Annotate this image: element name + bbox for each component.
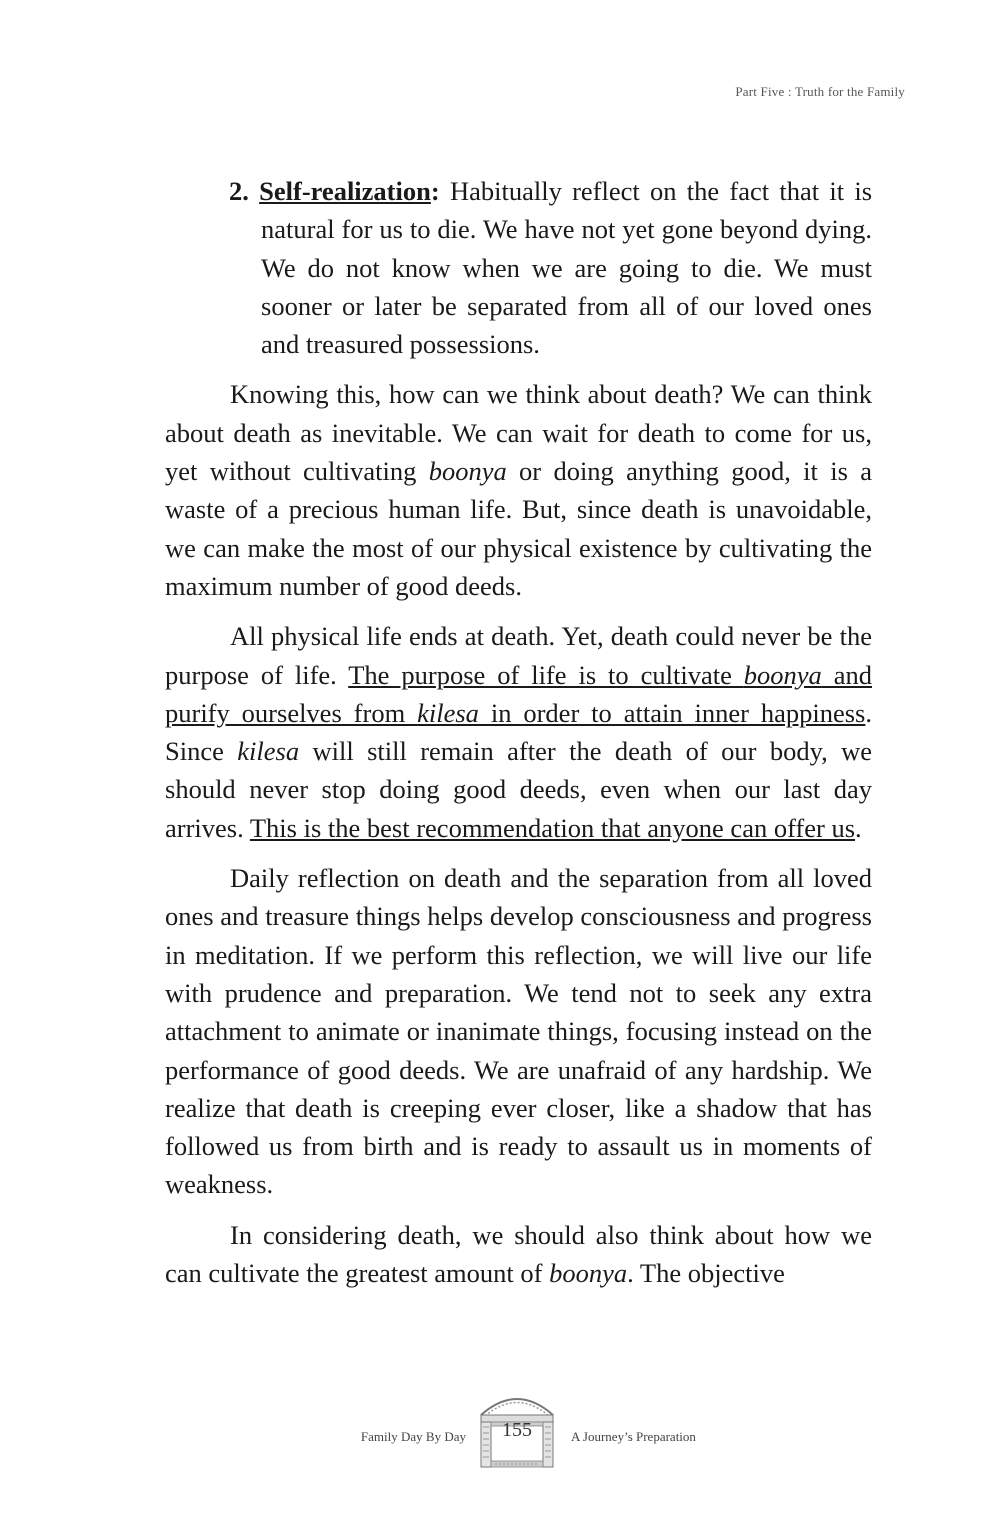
para-term: boonya bbox=[428, 456, 507, 487]
list-item-colon: : bbox=[430, 176, 440, 206]
page-number: 155 bbox=[502, 1419, 532, 1441]
para-text: Knowing this, how can we think about death? We can think about death as inevitable. We can wait for death to come for us, yet without cultivating bbox=[165, 379, 872, 487]
para-text: . The objective bbox=[627, 1258, 785, 1289]
para-text: All physical life ends at death. Yet, death could never be the purpose of life. bbox=[165, 621, 872, 690]
list-item-number: 2. bbox=[229, 176, 249, 206]
page-footer bbox=[0, 1385, 1000, 1475]
para-text: will still remain after the death of our body, we should never stop doing good deeds, even when our last day arrives. bbox=[165, 736, 873, 843]
paragraph-knowing-this bbox=[165, 375, 872, 605]
para-text: The purpose of life is to cultivate bbox=[348, 659, 744, 690]
para-text: . bbox=[855, 812, 862, 843]
running-header: Part Five : Truth for the Family bbox=[735, 84, 905, 99]
footer-book-title: Family Day By Day bbox=[360, 1429, 466, 1444]
paragraph-daily-reflection: Daily reflection on death and the separation from all loved ones and treasure things helps develop consciousness and progress in meditation. If we perform this reflection, we will live our life with prudence and preparation. We tend not to seek any extra attachment to animate or inanimate things, focusing instead on the performance of good deeds. We are unafraid of any hardship. We realize that death is creeping ever closer, like a shadow that has followed us from birth and is ready to assault us in moments of weakness. bbox=[165, 863, 872, 1200]
para-text: In considering death, we should also think about how we can cultivate the greatest amount of bbox=[165, 1219, 872, 1289]
underlined-phrase: This is the best recommendation that anyone can offer us bbox=[249, 812, 856, 843]
para-term: kilesa bbox=[417, 697, 479, 728]
para-text: . Since bbox=[165, 697, 872, 767]
footer-section-title: A Journey’s Preparation bbox=[571, 1429, 696, 1444]
para-text: in order to attain inner happiness bbox=[478, 697, 866, 728]
para-text: or doing anything good, it is a waste of a precious human life. But, since death is unavoidable, we can make the most of our physical existence by cultivating the maximum number of good deeds. bbox=[165, 456, 872, 601]
paragraph-considering-death bbox=[165, 1216, 872, 1293]
para-term: kilesa bbox=[237, 736, 300, 767]
paragraph-physical-life bbox=[165, 617, 872, 847]
para-term: boonya bbox=[743, 659, 822, 690]
para-text: and purify ourselves from bbox=[165, 659, 872, 728]
page-body bbox=[165, 172, 872, 1304]
para-term: boonya bbox=[549, 1258, 628, 1289]
list-item-self-realization bbox=[165, 172, 872, 363]
list-item-lead: Self-realization bbox=[259, 176, 431, 206]
list-item-text: Habitually reflect on the fact that it is natural for us to die. We have not yet gone beyond dying. We do not know when we are going to die. We must sooner or later be separated from all of our loved ones and treasured possessions. bbox=[261, 176, 873, 360]
